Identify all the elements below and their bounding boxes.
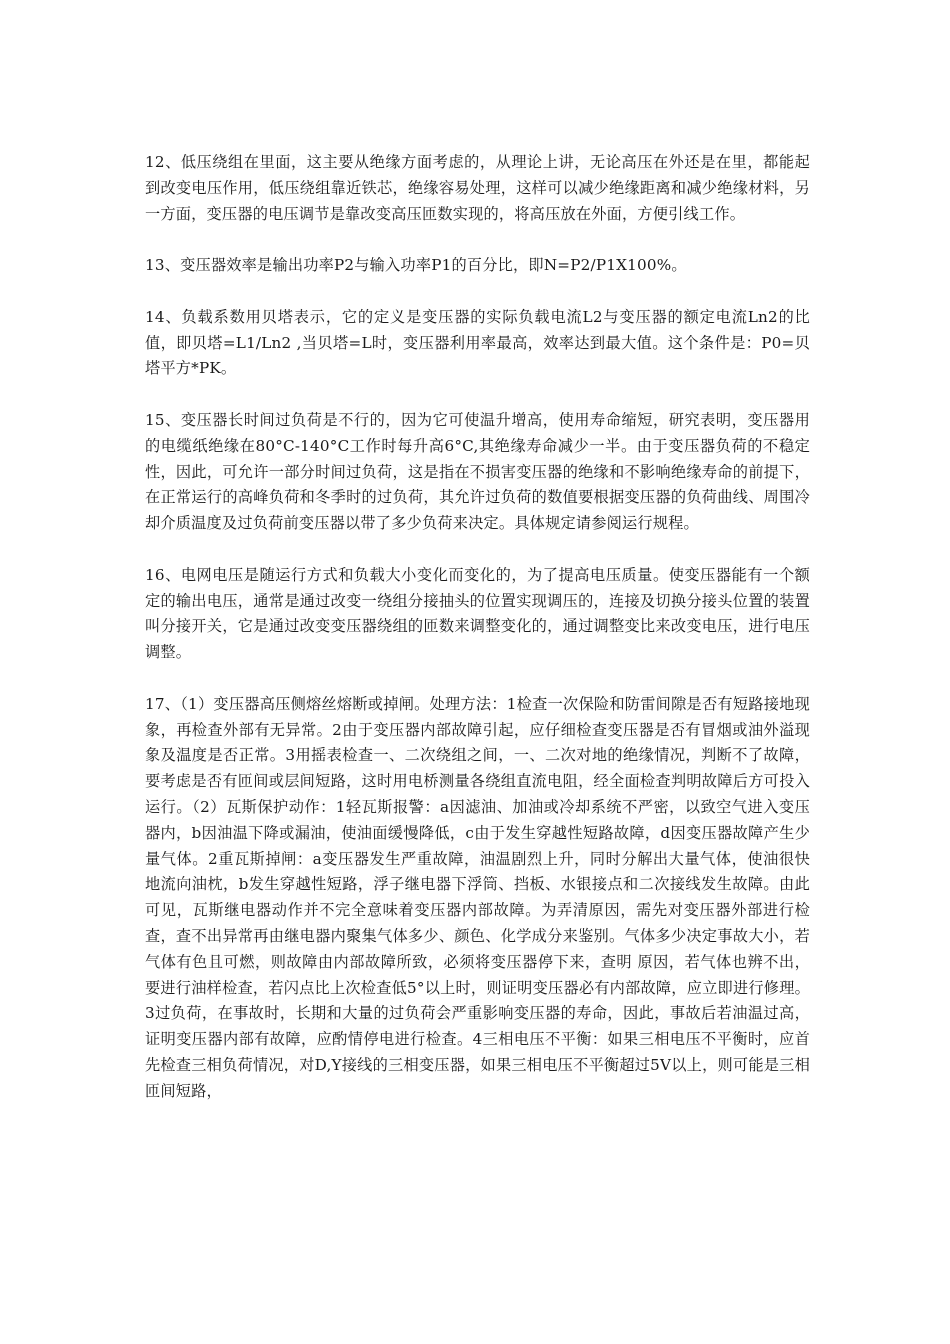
paragraph-12: 12、低压绕组在里面，这主要从绝缘方面考虑的，从理论上讲，无论高压在外还是在里，都能起到改变电压作用，低压绕组靠近铁芯，绝缘容易处理，这样可以减少绝缘距离和减少绝缘材料，另一方面，变压器的电压调节是靠改变高压匝数实现的，将高压放在外面，方便引线工作。 xyxy=(145,153,810,223)
paragraph-17: 17、（1）变压器高压侧熔丝熔断或掉闸。处理方法：1检查一次保险和防雷间隙是否有短路接地现象，再检查外部有无异常。2由于变压器内部故障引起，应仔细检查变压器是否有冒烟或油外溢现象及温度是否正常。3用摇表检查一、二次绕组之间，一、二次对地的绝缘情况，判断不了故障，要考虑是否有匝间或层间短路，这时用电桥测量各绕组直流电阻，经全面检查判明故障后方可投入运行。（2）瓦斯保护动作：1轻瓦斯报警：a因滤油、加油或冷却系统不严密，以致空气进入变压器内，b因油温下降或漏油，使油面缓慢降低，c由于发生穿越性短路故障，d因变压器故障产生少量气体。2重瓦斯掉闸：a变压器发生严重故障，油温剧烈上升，同时分解出大量气体，使油很快地流向油枕，b发生穿越性短路，浮子继电器下浮筒、挡板、水银接点和二次接线发生故障。由此可见，瓦斯继电器动作并不完全意味着变压器内部故障。为弄清原因，需先对变压器外部进行检查，查不出异常再由继电器内聚集气体多少、颜色、化学成分来鉴别。气体多少决定事故大小，若气体有色且可燃，则故障由内部故障所致，必须将变压器停下来，查明 原因，若气体也辨不出，要进行油样检查，若闪点比上次检查低5°以上时，则证明变压器必有内部故障，应立即进行修理。3过负荷，在事故时，长期和大量的过负荷会严重影响变压器的寿命，因此，事故后若油温过高，证明变压器内部有故障，应酌情停电进行检查。4三相电压不平衡：如果三相电压不平衡时，应首先检查三相负荷情况，对D,Y接线的三相变压器，如果三相电压不平衡超过5V以上，则可能是三相匝间短路， xyxy=(145,694,810,1100)
paragraph-14: 14、负载系数用贝塔表示，它的定义是变压器的实际负载电流L2与变压器的额定电流Ln2的比值，即贝塔=L1/Ln2 ,当贝塔=L时，变压器利用率最高，效率达到最大值。这个条件是：P0=贝塔平方*PK。 xyxy=(145,307,810,378)
document-body xyxy=(145,150,810,1104)
paragraph-15: 15、变压器长时间过负荷是不行的，因为它可使温升增高，使用寿命缩短，研究表明，变压器用的电缆纸绝缘在80°C-140°C工作时每升高6°C,其绝缘寿命减少一半。由于变压器负荷的不稳定性，因此，可允许一部分时间过负荷，这是指在不损害变压器的绝缘和不影响绝缘寿命的前提下，在正常运行的高峰负荷和冬季时的过负荷，其允许过负荷的数值要根据变压器的负荷曲线、周围冷却介质温度及过负荷前变压器以带了多少负荷来决定。具体规定请参阅运行规程。 xyxy=(145,410,810,533)
paragraph-16: 16、电网电压是随运行方式和负载大小变化而变化的，为了提高电压质量。使变压器能有一个额定的输出电压，通常是通过改变一绕组分接抽头的位置实现调压的，连接及切换分接头位置的装置叫分接开关，它是通过改变变压器绕组的匝数来调整变化的，通过调整变比来改变电压，进行电压调整。 xyxy=(145,565,810,662)
paragraph-13: 13、变压器效率是输出功率P2与输入功率P1的百分比，即N=P2/P1X100%。 xyxy=(145,256,687,275)
